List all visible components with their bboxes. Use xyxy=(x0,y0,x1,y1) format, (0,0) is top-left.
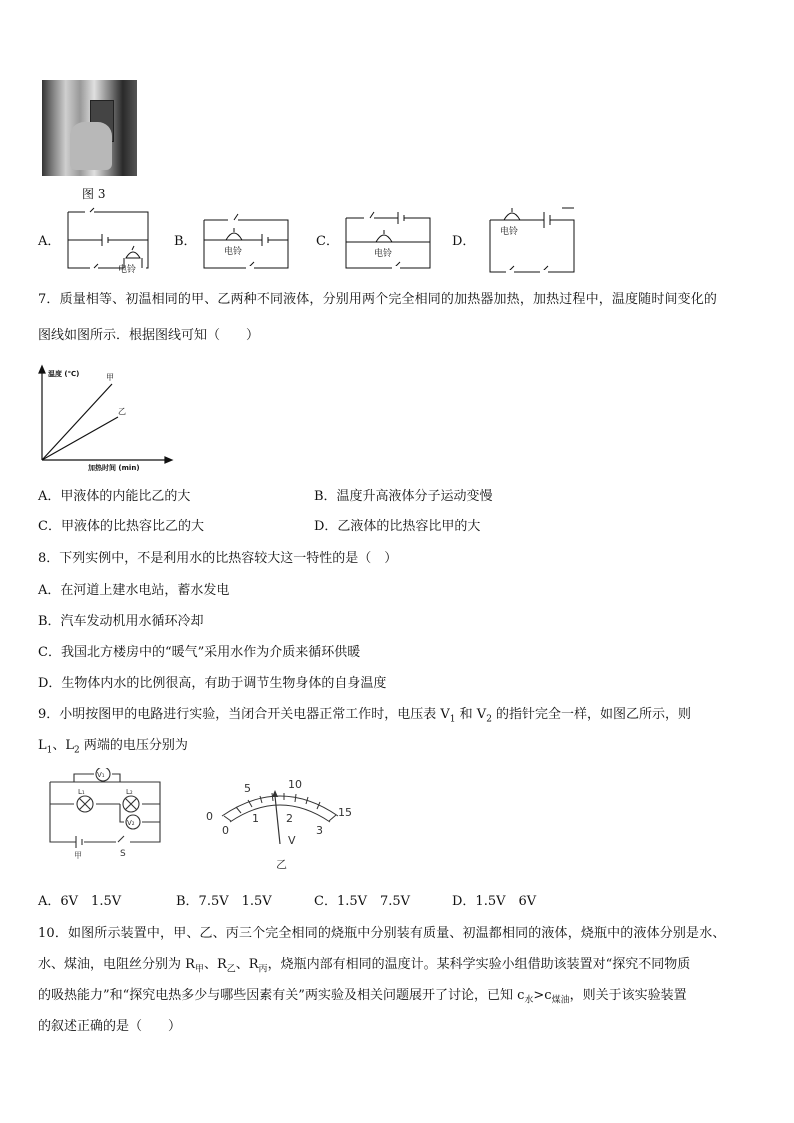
q9-circuit-jia xyxy=(44,768,174,860)
q10-line2-c: 、R xyxy=(235,957,259,972)
circuit-l2: L₂ xyxy=(126,788,133,796)
graph-line-yi xyxy=(42,417,118,460)
q7-stem-line2: 图线如图所示．根据图线可知（ ） xyxy=(38,328,260,343)
q9-line2-a: L xyxy=(38,738,47,753)
q10-line2-s1: 甲 xyxy=(194,964,204,975)
figure3-caption: 图 3 xyxy=(82,187,106,201)
meter-upper-15: 15 xyxy=(338,806,352,819)
q8-stem: 8．下列实例中，不是利用水的比热容较大这一特性的是（ ） xyxy=(38,551,398,566)
circuit-caption: 甲 xyxy=(74,851,82,860)
q8-option-a[interactable]: A．在河道上建水电站，蓄水发电 xyxy=(38,583,230,598)
q9-option-b[interactable]: B．7.5V 1.5V xyxy=(176,894,272,909)
q6-option-c-circuit xyxy=(340,206,436,274)
q6-option-b-letter[interactable]: B． xyxy=(174,234,197,249)
meter-pointer xyxy=(275,796,280,844)
q8-option-d[interactable]: D．生物体内水的比例很高，有助于调节生物身体的自身温度 xyxy=(38,676,387,691)
q9-line2-sub1: 1 xyxy=(46,745,53,756)
q7-option-b[interactable]: B．温度升高液体分子运动变慢 xyxy=(314,489,493,504)
meter-lower-1: 1 xyxy=(252,812,259,825)
q10-line3-b: >c xyxy=(533,988,552,1003)
q10-line2-a: 水、煤油，电阻丝分别为 R xyxy=(38,957,195,972)
q9-line2-c: 两端的电压分别为 xyxy=(79,738,188,753)
q9-stem-sub1: 1 xyxy=(449,714,456,725)
q6-option-a-letter[interactable]: A． xyxy=(38,234,61,249)
q6-option-a-circuit xyxy=(60,206,155,274)
q10-line2-d: ，烧瓶内部有相同的温度计。某科学实验小组借助该装置对“探究不同物质 xyxy=(267,957,691,972)
q10-stem-line1: 10．如图所示装置中，甲、乙、丙三个完全相同的烧瓶中分别装有质量、初温都相同的液体，烧瓶中的液体分别是水、 xyxy=(38,926,726,941)
graph-line-jia xyxy=(42,384,112,460)
q9-option-d[interactable]: D．1.5V 6V xyxy=(452,894,537,909)
q7-temperature-graph xyxy=(30,362,180,474)
q10-line3-s1: 水 xyxy=(524,995,534,1006)
q10-stem-line3 xyxy=(38,988,687,1009)
q7-option-d[interactable]: D．乙液体的比热容比甲的大 xyxy=(314,519,481,534)
q9-option-a[interactable]: A．6V 1.5V xyxy=(38,894,122,909)
q8-option-b[interactable]: B．汽车发动机用水循环冷却 xyxy=(38,614,204,629)
q10-line2-b: 、R xyxy=(203,957,227,972)
graph-xlabel: 加热时间 (min) xyxy=(88,464,140,472)
q6-option-d-circuit xyxy=(484,200,580,278)
q8-option-c[interactable]: C．我国北方楼房中的“暖气”采用水作为介质来循环供暖 xyxy=(38,645,361,660)
q9-stem-line1 xyxy=(38,707,691,728)
q10-stem-line2 xyxy=(38,957,690,978)
hand-shape xyxy=(70,122,112,170)
circuit-l1: L₁ xyxy=(78,788,85,796)
meter-lower-2: 2 xyxy=(286,812,293,825)
q7-stem-line1: 7．质量相等、初温相同的甲、乙两种不同液体，分别用两个完全相同的加热器加热，加热过程中，温度随时间变化的 xyxy=(38,292,718,307)
q7-option-a[interactable]: A．甲液体的内能比乙的大 xyxy=(38,489,191,504)
circuit-switch: S xyxy=(120,849,126,859)
q9-stem-line2 xyxy=(38,738,188,759)
q10-line3-c: ，则关于该实验装置 xyxy=(569,988,687,1003)
meter-upper-5: 5 xyxy=(244,782,251,795)
q9-line2-b: 、L xyxy=(52,738,75,753)
meter-caption: 乙 xyxy=(276,858,287,871)
figure3-photo xyxy=(42,80,137,176)
q6-c-bell-label: 电铃 xyxy=(374,249,393,259)
q9-stem-part2: 和 V xyxy=(455,707,487,722)
meter-lower-3: 3 xyxy=(316,824,323,837)
q6-a-bell-label: 电铃 xyxy=(118,265,137,274)
circuit-v2: V₂ xyxy=(127,819,135,827)
graph-label-yi: 乙 xyxy=(118,407,126,416)
q9-voltmeter-yi xyxy=(200,772,360,872)
q6-d-bell-label: 电铃 xyxy=(500,227,519,237)
q7-option-c[interactable]: C．甲液体的比热容比乙的大 xyxy=(38,519,204,534)
meter-upper-0: 0 xyxy=(206,810,213,823)
q10-stem-line4: 的叙述正确的是（ ） xyxy=(38,1019,182,1034)
q10-line3-a: 的吸热能力”和“探究电热多少与哪些因素有关”两实验及相关问题展开了讨论，已知 c xyxy=(38,988,525,1003)
q10-line2-s3: 丙 xyxy=(258,964,268,975)
q6-option-c-letter[interactable]: C． xyxy=(316,234,339,249)
q9-stem-sub2: 2 xyxy=(486,714,492,725)
circuit-v1: V₁ xyxy=(97,771,105,779)
q6-b-bell-label: 电铃 xyxy=(224,247,243,257)
graph-label-jia: 甲 xyxy=(106,373,114,382)
graph-ylabel: 温度 (℃) xyxy=(48,370,80,378)
q9-stem-part1: 9．小明按图甲的电路进行实验，当闭合开关电器正常工作时，电压表 V xyxy=(38,707,450,722)
q9-option-c[interactable]: C．1.5V 7.5V xyxy=(314,894,411,909)
q9-stem-part3: 的指针完全一样，如图乙所示，则 xyxy=(491,707,692,722)
q10-line3-s2: 煤油 xyxy=(551,995,570,1006)
meter-upper-10: 10 xyxy=(288,778,302,791)
q6-option-d-letter[interactable]: D． xyxy=(452,234,476,249)
meter-unit: V xyxy=(288,834,296,847)
q6-option-b-circuit xyxy=(198,210,294,276)
meter-lower-0: 0 xyxy=(222,824,229,837)
q10-line2-s2: 乙 xyxy=(226,964,236,975)
q9-line2-sub2: 2 xyxy=(74,745,80,756)
